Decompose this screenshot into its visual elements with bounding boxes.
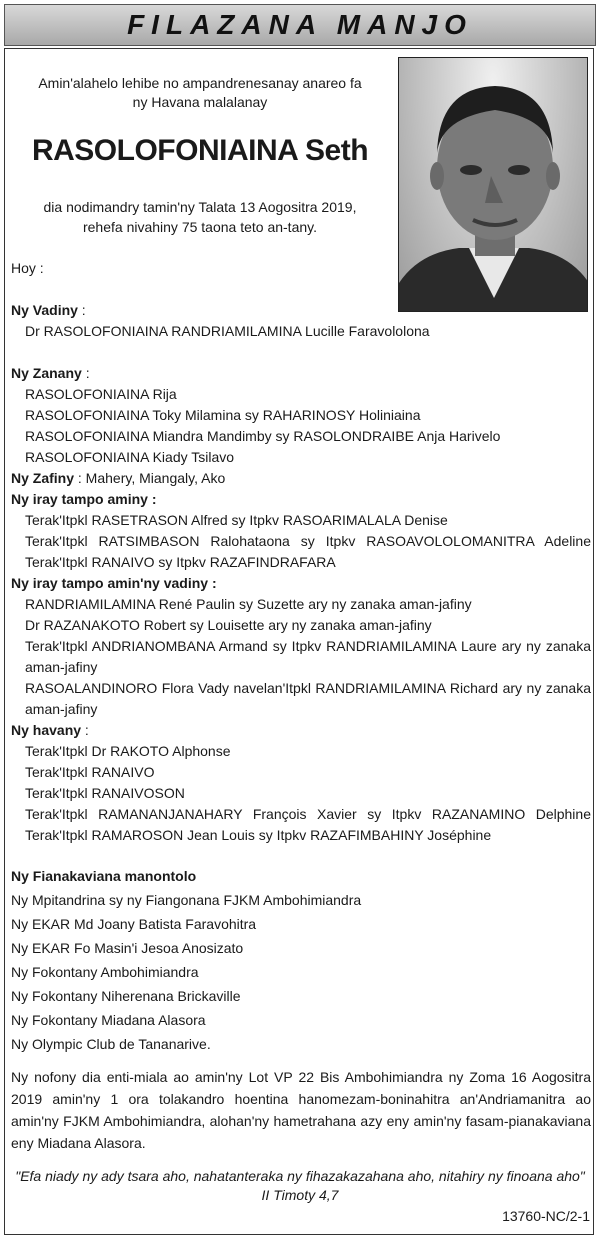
list-item: RASOALANDINORO Flora Vady navelan'Itpkl RANDRIAMILAMINA Richard ary ny zanaka bbox=[25, 680, 591, 696]
list-item: aman-jafiny bbox=[25, 701, 98, 717]
section-iray-tampo-vadiny: Ny iray tampo amin'ny vadiny : bbox=[11, 575, 217, 591]
section-label: Ny Vadiny bbox=[11, 302, 78, 318]
list-item: Ny Olympic Club de Tananarive. bbox=[11, 1036, 211, 1052]
list-item: aman-jafiny bbox=[25, 659, 98, 675]
list-item: Terak'Itpkl RANAIVO bbox=[25, 764, 155, 780]
announcement-header bbox=[4, 4, 596, 46]
header-title: FILAZANA MANJO bbox=[127, 9, 473, 40]
list-item: Dr RASOLOFONIAINA RANDRIAMILAMINA Lucille Faravololona bbox=[25, 323, 430, 339]
section-label: Ny Zanany bbox=[11, 365, 82, 381]
list-item: Ny EKAR Fo Masin'i Jesoa Anosizato bbox=[11, 940, 244, 956]
section-zafiny bbox=[11, 468, 591, 489]
list-item: Terak'Itpkl RANAIVOSON bbox=[25, 785, 185, 801]
section-label: Ny havany bbox=[11, 722, 82, 738]
label-separator: : bbox=[81, 365, 90, 381]
label-separator: : bbox=[81, 722, 89, 738]
list-item: Ny Fokontany Miadana Alasora bbox=[11, 1012, 206, 1028]
intro-line-2: ny Havana malalanay bbox=[132, 94, 268, 110]
list-item: RANDRIAMILAMINA René Paulin sy Suzette ary ny zanaka aman-jafiny bbox=[25, 596, 472, 612]
list-item: Terak'Itpkl Dr RAKOTO Alphonse bbox=[25, 743, 231, 759]
death-line-1: dia nodimandry tamin'ny Talata 13 Aogositra 2019, bbox=[43, 199, 357, 215]
list-item: Ny Mpitandrina sy ny Fiangonana FJKM Ambohimiandra bbox=[11, 892, 362, 908]
section-iray-tampo-aminy: Ny iray tampo aminy : bbox=[11, 491, 157, 507]
list-item: Terak'Itpkl RAMAROSON Jean Louis sy Itpkv RAZAFIMBAHINY Joséphine bbox=[25, 827, 492, 843]
funeral-details: Ny nofony dia enti-miala ao amin'ny Lot VP 22 Bis Ambohimiandra ny Zoma 16 Aogositra 2019 amin'ny 1 ora tolakandro hoentina hanomezam-boninahitra an'Andriamanitra ao amin'ny FJKM Ambohimiandra, alohan'ny hametrahana azy eny amin'ny fasam-pianakaviana eny Miadana Alasora. bbox=[11, 1069, 591, 1151]
quote-text: "Efa niady ny ady tsara aho, nahatanteraka ny fihazakazahana aho, nitahiry ny finoana aho" bbox=[15, 1168, 585, 1184]
list-item: Terak'Itpkl ANDRIANOMBANA Armand sy Itpkv RANDRIAMILAMINA Laure ary ny zanaka bbox=[25, 638, 591, 654]
list-item: Terak'Itpkl RATSIMBASON Ralohataona sy Itpkv RASOAVOLOLOMANITRA Adeline bbox=[25, 533, 591, 549]
list-item: Terak'Itpkl RAMANANJANAHARY François Xavier sy Itpkv RAZANAMINO Delphine bbox=[25, 806, 591, 822]
list-item: RASOLOFONIAINA Toky Milamina sy RAHARINOSY Holiniaina bbox=[25, 407, 421, 423]
quote-source: II Timoty 4,7 bbox=[261, 1187, 339, 1203]
list-item: Ny EKAR Md Joany Batista Faravohitra bbox=[11, 916, 257, 932]
list-item: Terak'Itpkl RANAIVO sy Itpkv RAZAFINDRAFARA bbox=[25, 554, 336, 570]
deceased-name: RASOLOFONIAINA Seth bbox=[31, 134, 369, 167]
scripture-quote bbox=[10, 1167, 590, 1205]
label-separator: : bbox=[77, 302, 86, 318]
greeting: Hoy : bbox=[11, 260, 44, 276]
list-item: Terak'Itpkl RASETRASON Alfred sy Itpkv RASOARIMALALA Denise bbox=[25, 512, 448, 528]
intro-line-1: Amin'alahelo lehibe no ampandrenesanay anareo fa bbox=[38, 75, 362, 91]
section-havany bbox=[11, 720, 591, 741]
list-item: Ny Fokontany Niherenana Brickaville bbox=[11, 988, 241, 1004]
list-item: Ny Fokontany Ambohimiandra bbox=[11, 964, 199, 980]
section-zanany bbox=[11, 363, 591, 384]
section-fianakaviana: Ny Fianakaviana manontolo bbox=[11, 868, 197, 884]
reference-number: 13760-NC/2-1 bbox=[502, 1208, 590, 1224]
announcement-body bbox=[11, 258, 591, 1154]
death-line-2: rehefa nivahiny 75 taona teto an-tany. bbox=[82, 219, 317, 235]
intro-text bbox=[10, 74, 390, 112]
section-label: Ny Zafiny bbox=[11, 470, 75, 486]
list-item: RASOLOFONIAINA Rija bbox=[25, 386, 177, 402]
list-item: RASOLOFONIAINA Kiady Tsilavo bbox=[25, 449, 235, 465]
death-details bbox=[10, 197, 390, 237]
list-item: RASOLOFONIAINA Miandra Mandimby sy RASOLONDRAIBE Anja Harivelo bbox=[25, 428, 501, 444]
section-vadiny bbox=[11, 300, 591, 321]
list-item: Dr RAZANAKOTO Robert sy Louisette ary ny zanaka aman-jafiny bbox=[25, 617, 432, 633]
zafiny-names: : Mahery, Miangaly, Ako bbox=[74, 470, 226, 486]
